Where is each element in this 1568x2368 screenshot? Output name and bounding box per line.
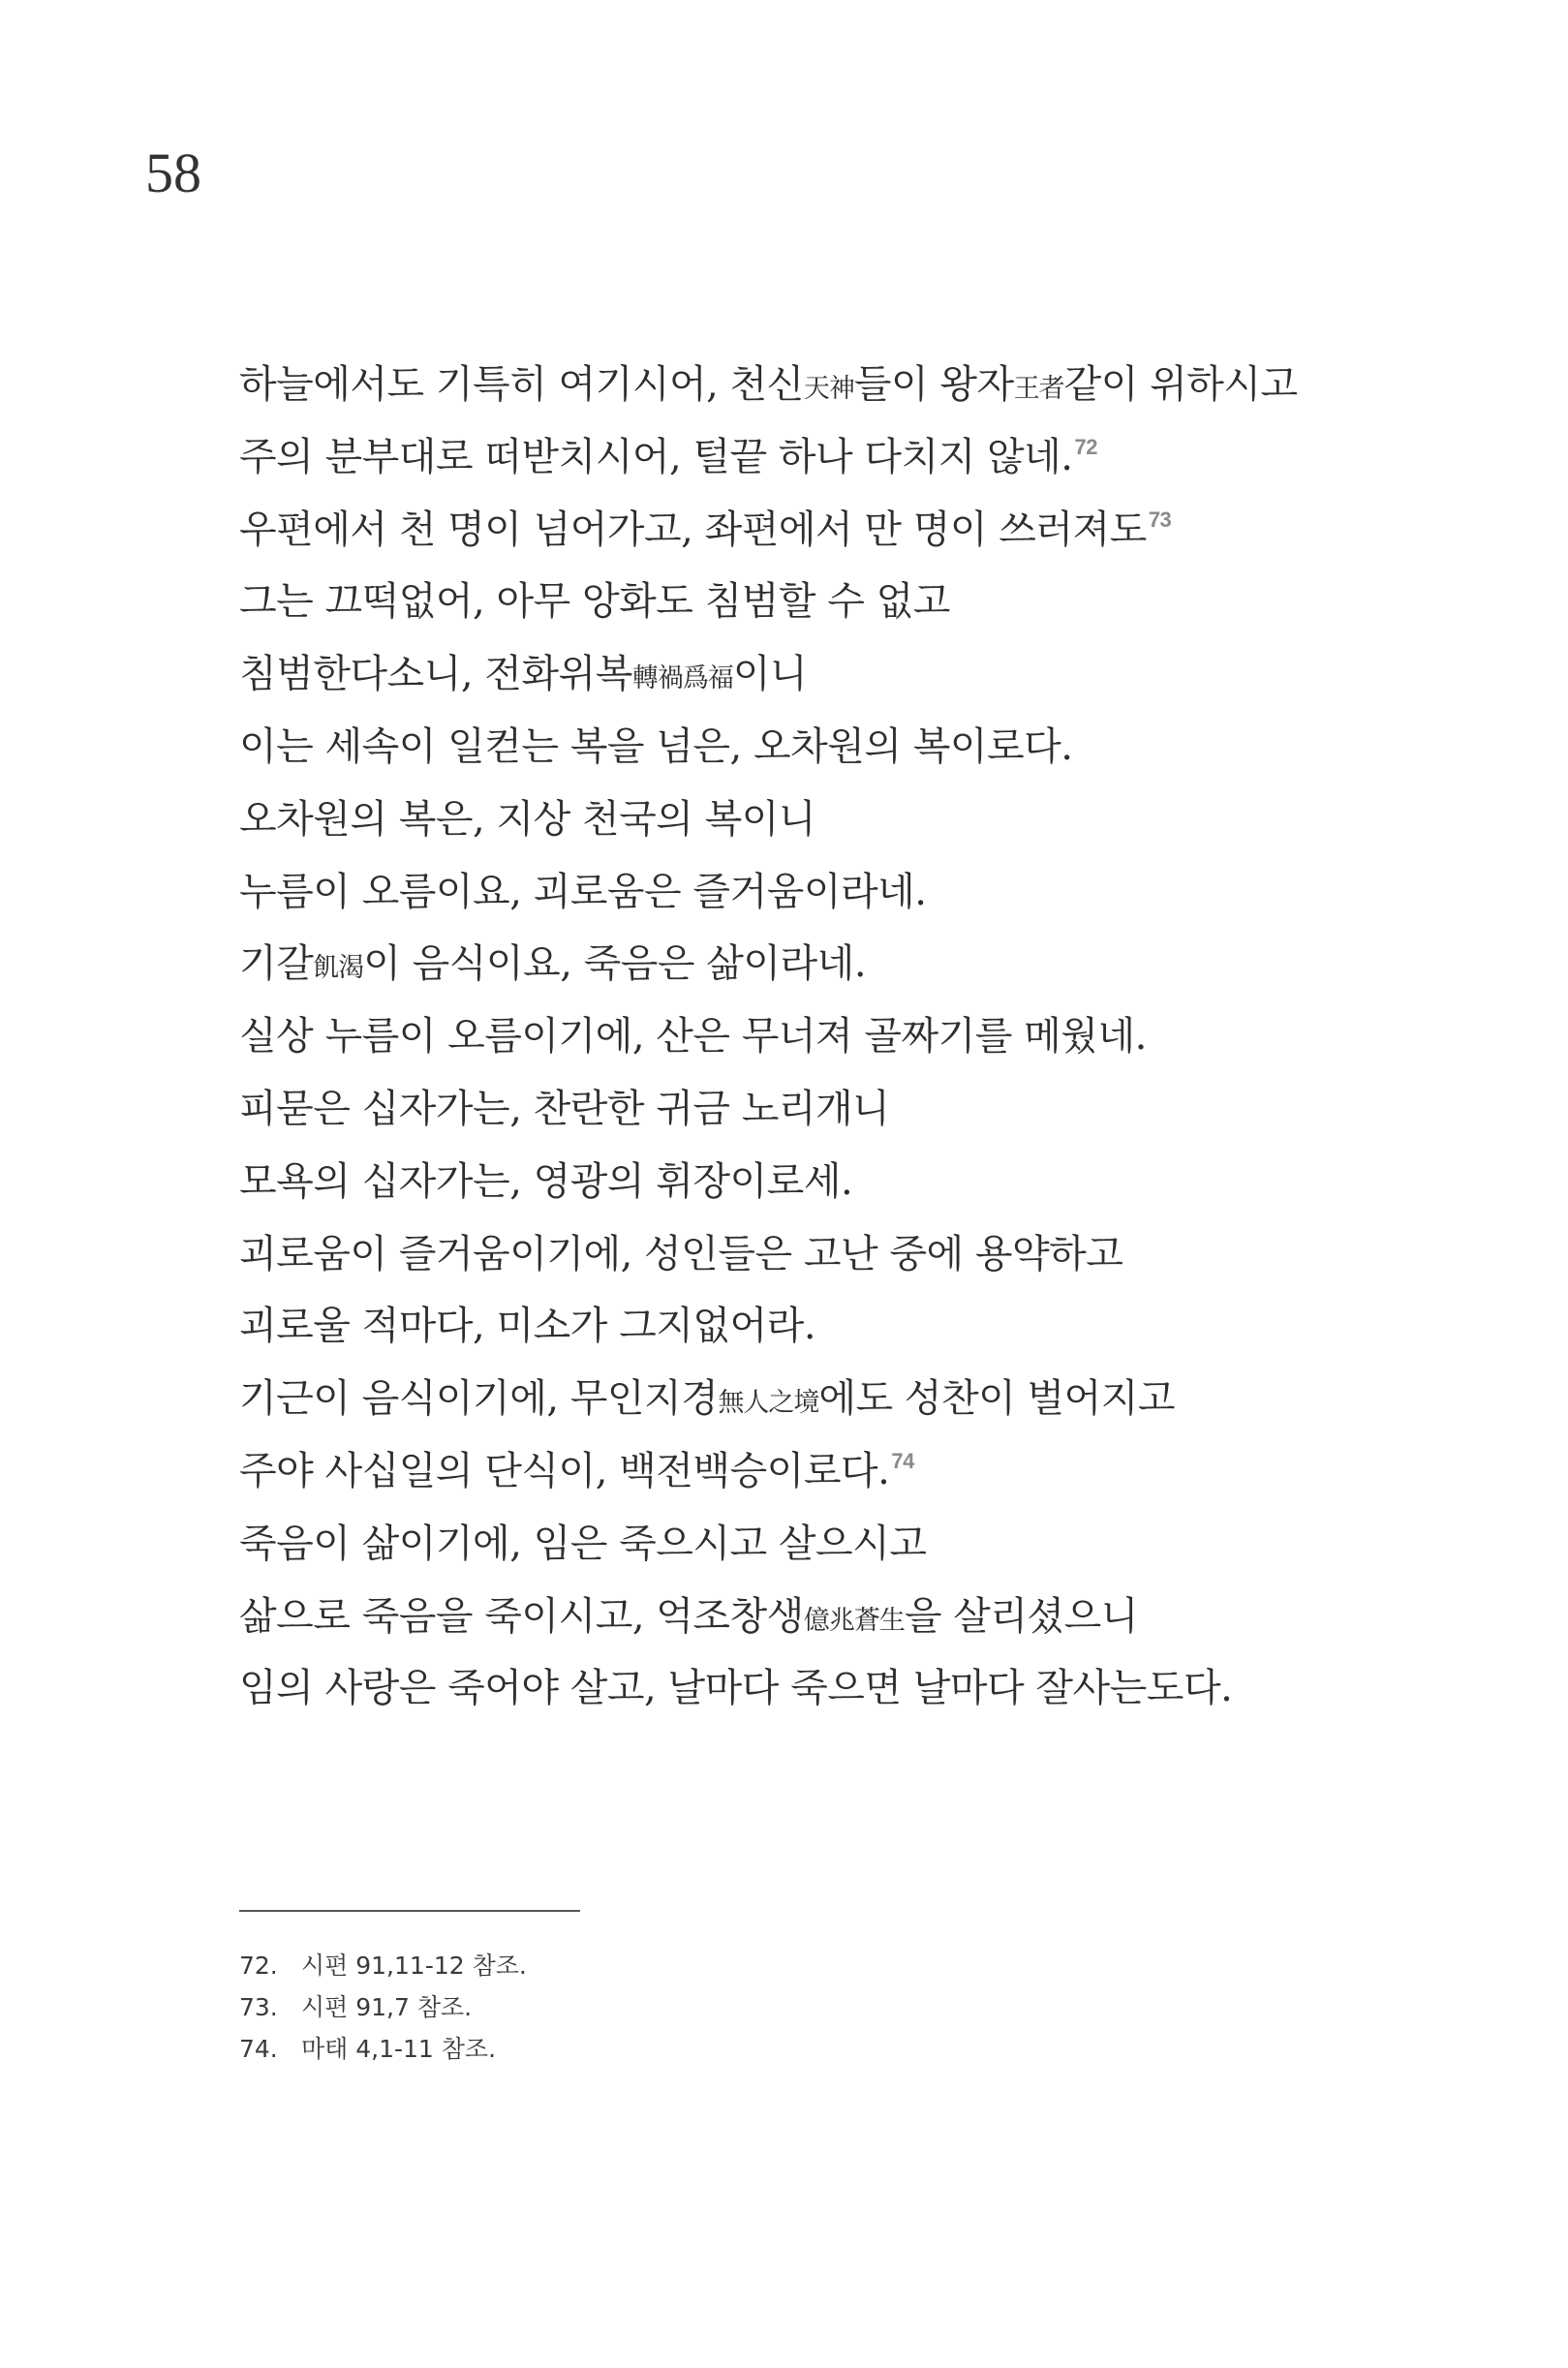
footnotes — [239, 1945, 1111, 2070]
poem-text: 기갈 — [239, 941, 314, 987]
poem-line — [239, 928, 1430, 1000]
poem-text: 모욕의 십자가는, 영광의 휘장이로세. — [239, 1158, 853, 1204]
footnote-text: 시편 91,7 참조. — [301, 1993, 473, 2021]
footnote-item — [239, 1945, 1111, 1986]
footnote-divider — [239, 1910, 580, 1912]
hanja-annotation: 億兆蒼生 — [803, 1605, 905, 1636]
poem-line — [239, 494, 1430, 567]
footnote-reference: 74 — [891, 1448, 914, 1473]
poem-line — [239, 856, 1430, 929]
poem-line — [239, 566, 1430, 638]
poem-text: 기근이 음식이기에, 무인지경 — [239, 1376, 719, 1422]
poem-text: 그는 끄떡없어, 아무 앙화도 침범할 수 없고 — [239, 579, 950, 625]
poem-text: 주야 사십일의 단식이, 백전백승이로다. — [239, 1448, 890, 1493]
poem-text: 침범한다소니, 전화위복 — [239, 652, 632, 697]
footnote-item — [239, 2028, 1111, 2070]
poem-text: 피묻은 십자가는, 찬란한 귀금 노리개니 — [239, 1086, 890, 1131]
poem-text: 이니 — [732, 652, 808, 697]
poem-text: 이는 세속이 일컫는 복을 넘은, 오차원의 복이로다. — [239, 723, 1073, 769]
hanja-annotation: 轉禍爲福 — [631, 663, 733, 694]
poem-text: 들이 왕자 — [853, 362, 1014, 407]
poem-text: 을 살리셨으니 — [904, 1593, 1138, 1639]
poem-line — [239, 1146, 1430, 1218]
poem-line — [239, 1000, 1430, 1073]
poem-line — [239, 1290, 1430, 1363]
poem-body — [239, 349, 1430, 1725]
poem-text: 이 음식이요, 죽음은 삶이라네. — [363, 941, 867, 987]
poem-line — [239, 349, 1430, 421]
footnote-item — [239, 1986, 1111, 2028]
poem-line — [239, 1435, 1430, 1508]
hanja-annotation: 天神 — [803, 374, 854, 404]
footnote-reference: 73 — [1148, 507, 1172, 532]
hanja-annotation: 飢渴 — [313, 953, 364, 984]
poem-line — [239, 784, 1430, 856]
footnote-reference: 72 — [1074, 434, 1098, 459]
poem-line — [239, 1218, 1430, 1291]
poem-line — [239, 711, 1430, 784]
poem-text: 괴로움이 즐거움이기에, 성인들은 고난 중에 용약하고 — [239, 1231, 1123, 1276]
poem-line — [239, 1073, 1430, 1146]
poem-line — [239, 1508, 1430, 1581]
poem-text: 임의 사랑은 죽어야 살고, 날마다 죽으면 날마다 잘사는도다. — [239, 1666, 1233, 1711]
poem-line — [239, 421, 1430, 494]
footnote-text: 마태 4,1-11 참조. — [301, 2035, 497, 2063]
footnote-number: 74. — [239, 2035, 278, 2063]
poem-line — [239, 638, 1430, 711]
hanja-annotation: 王者 — [1013, 374, 1064, 404]
poem-text: 오차원의 복은, 지상 천국의 복이니 — [239, 796, 816, 842]
poem-line — [239, 1363, 1430, 1435]
poem-text: 주의 분부대로 떠받치시어, 털끝 하나 다치지 않네. — [239, 434, 1073, 479]
footnote-number: 72. — [239, 1952, 278, 1980]
poem-line — [239, 1652, 1430, 1725]
poem-text: 삶으로 죽음을 죽이시고, 억조창생 — [239, 1593, 804, 1639]
page-number: 58 — [145, 141, 201, 204]
hanja-annotation: 無人之境 — [718, 1388, 819, 1419]
poem-text: 누름이 오름이요, 괴로움은 즐거움이라네. — [239, 869, 927, 914]
poem-text: 실상 누름이 오름이기에, 산은 무너져 골짜기를 메웠네. — [239, 1014, 1147, 1060]
poem-text: 에도 성찬이 벌어지고 — [818, 1376, 1176, 1422]
footnote-text: 시편 91,11-12 참조. — [301, 1952, 527, 1980]
poem-text: 괴로울 적마다, 미소가 그지없어라. — [239, 1304, 816, 1349]
poem-text: 우편에서 천 명이 넘어가고, 좌편에서 만 명이 쓰러져도 — [239, 507, 1147, 552]
poem-text: 죽음이 삶이기에, 임은 죽으시고 살으시고 — [239, 1521, 927, 1566]
poem-text: 같이 위하시고 — [1063, 362, 1298, 407]
poem-text: 하늘에서도 기특히 여기시어, 천신 — [239, 362, 804, 407]
footnote-number: 73. — [239, 1993, 278, 2021]
poem-line — [239, 1581, 1430, 1653]
